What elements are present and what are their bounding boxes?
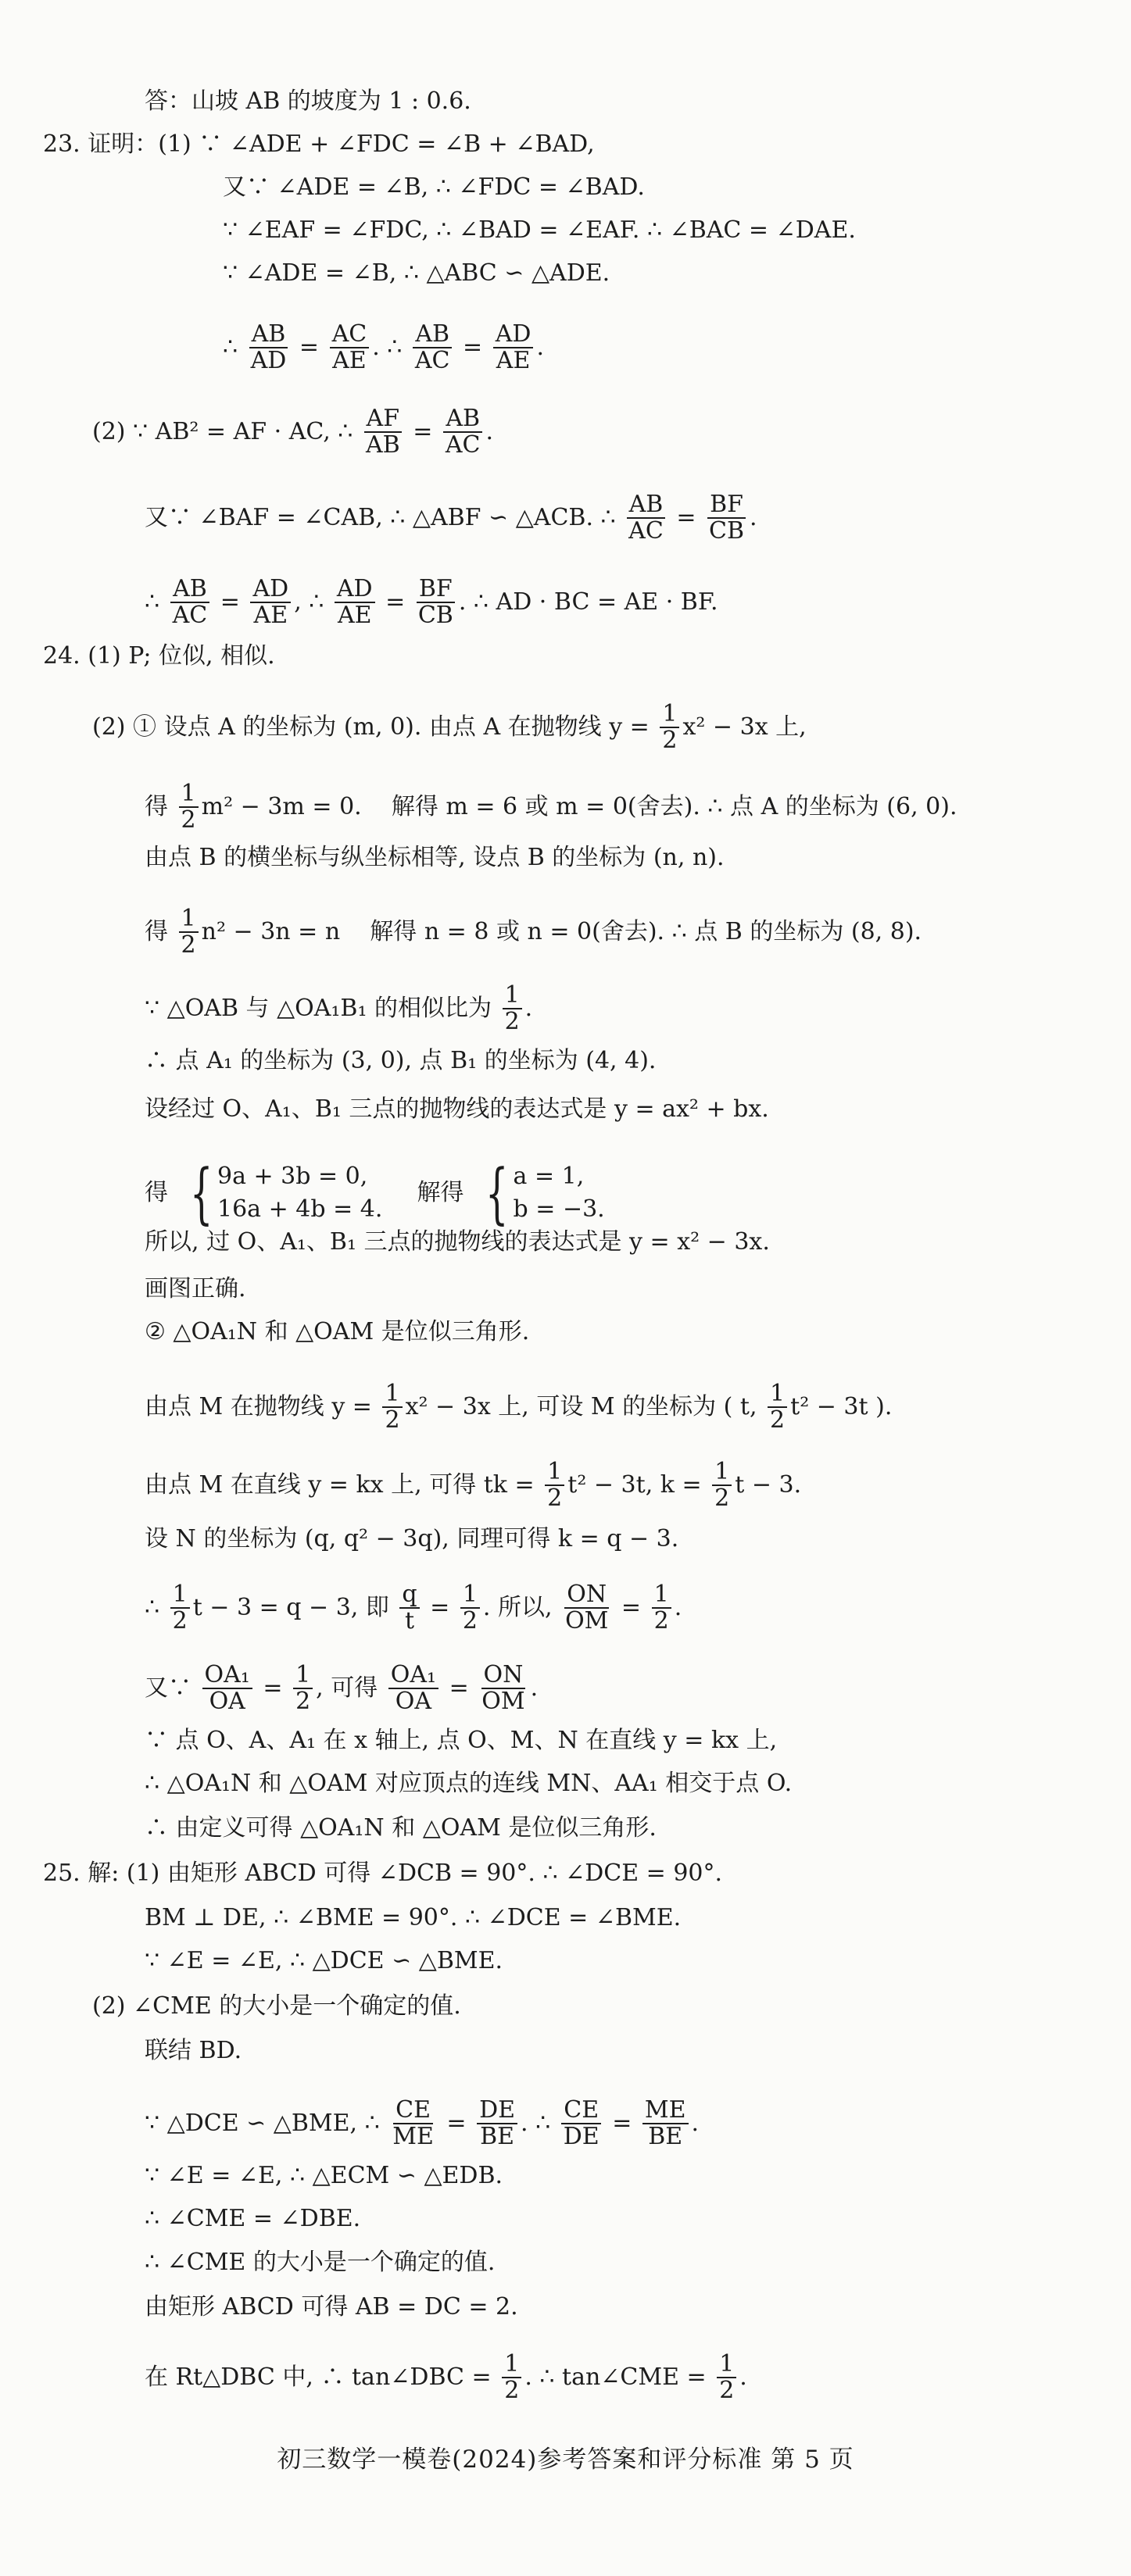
fraction	[652, 1582, 671, 1633]
text-segment: 答：山坡 AB 的坡度为 1 : 0.6.	[145, 88, 471, 115]
fraction-numerator: AF	[364, 406, 402, 433]
text-segment: =	[378, 588, 413, 616]
fraction	[170, 577, 210, 627]
fraction-denominator: CB	[417, 601, 453, 629]
text-segment: 由矩形 ABCD 可得 AB = DC = 2.	[145, 2293, 518, 2321]
fraction	[293, 1663, 313, 1713]
fraction-denominator: CB	[709, 516, 744, 545]
fraction	[768, 1381, 787, 1432]
text-segment: 24. (1) P; 位似, 相似.	[43, 642, 275, 670]
fraction	[179, 781, 199, 832]
text-segment: t² − 3t, k =	[567, 1470, 710, 1499]
solution-line	[145, 1582, 682, 1633]
fraction-numerator: 1	[382, 1381, 402, 1408]
text-segment: ∴	[223, 333, 245, 361]
fraction-denominator: 2	[653, 1606, 669, 1635]
fraction-denominator: OA	[395, 1687, 432, 1715]
fraction	[250, 577, 291, 627]
fraction-numerator: ON	[481, 1663, 526, 1689]
text-segment: n² − 3n = n 解得 n = 8 或 n = 0(舍去). ∴ 点 B 的坐标为 (8, 8).	[201, 917, 922, 945]
fraction-numerator: DE	[477, 2098, 517, 2124]
fraction-denominator: ME	[392, 2122, 434, 2150]
fraction-denominator: AE	[496, 346, 531, 374]
text-segment: .	[739, 2363, 747, 2391]
text-segment: ∴	[145, 588, 167, 616]
fraction-denominator: 2	[504, 2376, 520, 2404]
equation-row: 16a + 4b = 4.	[217, 1195, 383, 1223]
fraction-denominator: BE	[480, 2122, 515, 2150]
text-segment: ∵ ∠EAF = ∠FDC, ∴ ∠BAD = ∠EAF. ∴ ∠BAC = ∠DAE.	[223, 216, 856, 244]
text-segment: , 可得	[316, 1674, 385, 1702]
fraction-numerator: BF	[417, 577, 455, 603]
text-segment: =	[438, 2109, 474, 2137]
fraction	[443, 406, 483, 457]
fraction-denominator: 2	[714, 1484, 730, 1512]
fraction	[335, 577, 375, 627]
fraction-numerator: AB	[413, 322, 452, 348]
fraction-denominator: AC	[414, 346, 450, 374]
solution-line	[145, 2352, 747, 2403]
text-segment: =	[455, 333, 490, 361]
fraction	[330, 322, 370, 373]
text-segment: t − 3.	[735, 1470, 802, 1499]
fraction-numerator: AD	[493, 322, 534, 348]
solution-line	[145, 2098, 699, 2149]
text-segment: ∴	[145, 1593, 167, 1621]
text-segment: ∴ ∠CME 的大小是一个确定的值.	[145, 2249, 496, 2276]
text-segment: 设 N 的坐标为 (q, q² − 3q), 同理可得 k = q − 3.	[145, 1525, 679, 1552]
text-segment: t² − 3t ).	[790, 1392, 893, 1420]
fraction	[202, 1663, 252, 1713]
fraction-denominator: 2	[295, 1687, 311, 1715]
fraction	[390, 2098, 436, 2149]
text-segment: 联结 BD.	[145, 2037, 242, 2064]
fraction	[712, 1459, 732, 1510]
equation-row: a = 1,	[513, 1163, 585, 1190]
solution-line	[145, 492, 757, 543]
text-segment: x² − 3x 上, 可设 M 的坐标为 ( t,	[405, 1392, 765, 1420]
text-segment: ∴ ∠CME = ∠DBE.	[145, 2205, 361, 2232]
text-segment: .	[674, 1593, 682, 1621]
fraction	[707, 492, 746, 543]
text-segment: 得	[145, 1179, 176, 1206]
fraction-denominator: 2	[385, 1406, 400, 1434]
solution-line	[43, 641, 275, 672]
text-segment: =	[604, 2109, 639, 2137]
fraction	[503, 983, 522, 1034]
solution-line	[145, 2247, 495, 2278]
solution-line	[145, 1045, 656, 1077]
page-footer: 初三数学一模卷(2024)参考答案和评分标准 第 5 页	[277, 2446, 854, 2474]
solution-line	[145, 577, 718, 627]
solution-line	[145, 781, 957, 832]
fraction	[416, 577, 456, 627]
fraction-denominator: 2	[719, 2376, 735, 2404]
fraction-numerator: 1	[503, 983, 522, 1009]
text-segment: 由点 B 的横坐标与纵坐标相等, 设点 B 的坐标为 (n, n).	[145, 844, 725, 871]
solution-line	[145, 906, 922, 957]
fraction-numerator: 1	[502, 2352, 521, 2378]
solution-line	[145, 1094, 769, 1125]
text-segment: 在 Rt△DBC 中, ∴ tan∠DBC =	[145, 2363, 499, 2391]
text-segment: . ∴ AD · BC = AE · BF.	[458, 588, 718, 616]
text-segment: =	[614, 1593, 649, 1621]
fraction-denominator: BE	[648, 2122, 683, 2150]
solution-line	[145, 2203, 360, 2235]
text-segment: 所以, 过 O、A₁、B₁ 三点的抛物线的表达式是 y = x² − 3x.	[145, 1228, 770, 1256]
text-segment: .	[750, 503, 757, 531]
text-segment: m² − 3m = 0. 解得 m = 6 或 m = 0(舍去). ∴ 点 A 的坐标为 (6, 0).	[201, 792, 957, 820]
equation-system	[476, 1155, 605, 1231]
fraction-denominator: 2	[181, 931, 196, 959]
fraction-numerator: 1	[293, 1663, 313, 1689]
fraction	[388, 1663, 438, 1713]
fraction-denominator: OA	[209, 1687, 245, 1715]
solution-line	[145, 1459, 801, 1510]
fraction-denominator: OM	[481, 1687, 525, 1715]
text-segment: .	[524, 994, 533, 1022]
text-segment: ∵ ∠E = ∠E, ∴ △DCE ∽ △BME.	[145, 1947, 503, 1974]
solution-line	[145, 1945, 503, 1977]
fraction-numerator: 1	[179, 906, 199, 933]
brace-icon: {	[189, 1155, 213, 1231]
fraction	[179, 906, 199, 957]
text-segment: (2) ∠CME 的大小是一个确定的值.	[92, 1992, 461, 2020]
fraction-numerator: CE	[561, 2098, 601, 2124]
fraction	[626, 492, 666, 543]
text-segment: (2) ∵ AB² = AF · AC, ∴	[92, 417, 360, 445]
fraction-numerator: 1	[652, 1582, 671, 1609]
text-segment: . 所以,	[482, 1593, 560, 1621]
text-segment: 由点 M 在抛物线 y =	[145, 1392, 380, 1420]
fraction	[460, 1582, 480, 1633]
text-segment: ∴ 点 A₁ 的坐标为 (3, 0), 点 B₁ 的坐标为 (4, 4).	[145, 1047, 657, 1074]
brace-icon: {	[485, 1155, 509, 1231]
text-segment: , ∴	[294, 588, 331, 616]
fraction	[249, 322, 289, 373]
equation-system	[181, 1155, 383, 1231]
text-segment: 23. 证明：(1) ∵ ∠ADE + ∠FDC = ∠B + ∠BAD,	[43, 130, 595, 158]
fraction	[561, 2098, 602, 2149]
fraction-denominator: 2	[172, 1606, 188, 1635]
solution-line	[145, 86, 471, 117]
fraction	[399, 1582, 419, 1633]
solution-line	[145, 1524, 678, 1555]
fraction-numerator: OA₁	[388, 1663, 438, 1689]
fraction	[382, 1381, 402, 1432]
fraction-denominator: 2	[504, 1007, 520, 1035]
fraction-numerator: 1	[460, 1582, 480, 1609]
solution-line	[145, 2035, 242, 2067]
solution-line	[223, 172, 645, 203]
solution-line	[223, 322, 544, 373]
text-segment: 得	[145, 917, 176, 945]
text-segment: 得	[145, 792, 176, 820]
fraction	[479, 1663, 527, 1713]
fraction-denominator: AC	[445, 431, 481, 459]
fraction	[563, 1582, 610, 1633]
fraction-numerator: ME	[642, 2098, 689, 2124]
text-segment: 画图正确.	[145, 1275, 246, 1302]
solution-line	[145, 1663, 538, 1713]
fraction	[545, 1459, 564, 1510]
text-segment: 由点 M 在直线 y = kx 上, 可得 tk =	[145, 1470, 542, 1499]
solution-line	[92, 1991, 461, 2022]
fraction-numerator: AB	[443, 406, 482, 433]
fraction-numerator: AB	[249, 322, 288, 348]
text-segment: 又∵ ∠ADE = ∠B, ∴ ∠FDC = ∠BAD.	[223, 173, 645, 201]
solution-line	[145, 1227, 770, 1258]
solution-line	[223, 215, 856, 246]
fraction-denominator: 2	[547, 1484, 563, 1512]
text-segment: =	[213, 588, 248, 616]
text-segment: ∵ ∠ADE = ∠B, ∴ △ABC ∽ △ADE.	[223, 259, 610, 287]
fraction-denominator: 2	[181, 806, 196, 834]
text-segment: ∵ 点 O、A、A₁ 在 x 轴上, 点 O、M、N 在直线 y = kx 上,	[145, 1727, 778, 1754]
fraction-numerator: AD	[335, 577, 375, 603]
text-segment: ∵ △OAB 与 △OA₁B₁ 的相似比为	[145, 994, 499, 1022]
fraction-numerator: ON	[564, 1582, 609, 1609]
solution-line	[43, 129, 595, 160]
solution-line	[145, 1813, 657, 1844]
equation-row: b = −3.	[513, 1195, 605, 1223]
solution-line	[145, 983, 532, 1034]
text-segment: ∴ 由定义可得 △OA₁N 和 △OAM 是位似三角形.	[145, 1814, 657, 1842]
fraction-numerator: 1	[179, 781, 199, 808]
text-segment: .	[691, 2109, 700, 2137]
text-segment: .	[536, 333, 544, 361]
fraction	[642, 2098, 689, 2149]
fraction-denominator: OM	[565, 1606, 609, 1635]
fraction	[363, 406, 403, 457]
solution-line	[145, 842, 725, 874]
text-segment: . ∴	[372, 333, 410, 361]
solution-line	[145, 2160, 503, 2192]
solution-line	[92, 702, 807, 752]
text-segment: . ∴	[521, 2109, 558, 2137]
fraction-denominator: AE	[253, 601, 288, 629]
fraction-numerator: OA₁	[202, 1663, 252, 1689]
fraction-numerator: 1	[170, 1582, 190, 1609]
solution-line	[145, 1317, 529, 1348]
text-segment: =	[255, 1674, 291, 1702]
text-segment: =	[668, 503, 703, 531]
text-segment: ∵ ∠E = ∠E, ∴ △ECM ∽ △EDB.	[145, 2162, 503, 2189]
text-segment: . ∴ tan∠CME =	[524, 2363, 714, 2391]
fraction	[493, 322, 534, 373]
fraction-denominator: AC	[628, 516, 664, 545]
solution-line	[43, 1858, 722, 1889]
fraction	[502, 2352, 521, 2403]
solution-line	[145, 2292, 518, 2323]
text-segment: BM ⊥ DE, ∴ ∠BME = 90°. ∴ ∠DCE = ∠BME.	[145, 1904, 682, 1931]
fraction-numerator: AB	[627, 492, 666, 519]
text-segment: ∵ △DCE ∽ △BME, ∴	[145, 2109, 388, 2137]
fraction-numerator: 1	[768, 1381, 787, 1408]
fraction-denominator: DE	[563, 2122, 600, 2150]
fraction-numerator: AC	[330, 322, 370, 348]
fraction-denominator: t	[404, 1606, 415, 1635]
text-segment: =	[442, 1674, 477, 1702]
text-segment: =	[405, 417, 440, 445]
fraction-numerator: 1	[545, 1459, 564, 1486]
fraction-numerator: 1	[717, 2352, 736, 2378]
text-segment: 又∵	[145, 1674, 199, 1702]
solution-line	[145, 1725, 777, 1756]
solution-line	[223, 258, 610, 289]
text-segment: .	[485, 417, 494, 445]
fraction-numerator: CE	[393, 2098, 433, 2124]
solution-line	[145, 1381, 892, 1432]
fraction-denominator: 2	[770, 1406, 786, 1434]
fraction	[477, 2098, 517, 2149]
text-segment: (2) ① 设点 A 的坐标为 (m, 0). 由点 A 在抛物线 y =	[92, 713, 657, 741]
text-segment: 又∵ ∠BAF = ∠CAB, ∴ △ABF ∽ △ACB. ∴	[145, 503, 624, 531]
fraction	[413, 322, 453, 373]
fraction-numerator: AD	[250, 577, 291, 603]
text-segment: =	[292, 333, 327, 361]
fraction-denominator: AB	[365, 431, 400, 459]
equation-row: 9a + 3b = 0,	[217, 1163, 368, 1190]
fraction	[717, 2352, 736, 2403]
text-segment: ② △OA₁N 和 △OAM 是位似三角形.	[145, 1318, 530, 1345]
fraction-numerator: AB	[170, 577, 209, 603]
text-segment: .	[530, 1674, 539, 1702]
fraction	[170, 1582, 190, 1633]
text-segment: ∴ △OA₁N 和 △OAM 对应顶点的连线 MN、AA₁ 相交于点 O.	[145, 1770, 793, 1797]
text-segment: t − 3 = q − 3, 即	[192, 1593, 397, 1621]
fraction-denominator: AD	[250, 346, 287, 374]
fraction-numerator: 1	[660, 702, 679, 728]
solution-line	[145, 1274, 246, 1305]
fraction-denominator: 2	[462, 1606, 478, 1635]
text-segment: x² − 3x 上,	[682, 713, 807, 741]
fraction	[660, 702, 679, 752]
text-segment: 25. 解: (1) 由矩形 ABCD 可得 ∠DCB = 90°. ∴ ∠DCE = 90°.	[43, 1860, 723, 1887]
fraction-numerator: BF	[707, 492, 746, 519]
fraction-numerator: 1	[712, 1459, 732, 1486]
fraction-numerator: q	[399, 1582, 419, 1609]
text-segment: 设经过 O、A₁、B₁ 三点的抛物线的表达式是 y = ax² + bx.	[145, 1095, 769, 1123]
fraction-denominator: AE	[337, 601, 372, 629]
solution-line	[145, 1155, 610, 1231]
solution-line	[92, 406, 493, 457]
text-segment: 解得	[387, 1179, 472, 1206]
fraction-denominator: 2	[662, 726, 678, 754]
fraction-denominator: AC	[172, 601, 208, 629]
fraction-denominator: AE	[332, 346, 367, 374]
solution-line	[145, 1768, 792, 1799]
solution-line	[145, 1903, 681, 1934]
text-segment: =	[422, 1593, 457, 1621]
